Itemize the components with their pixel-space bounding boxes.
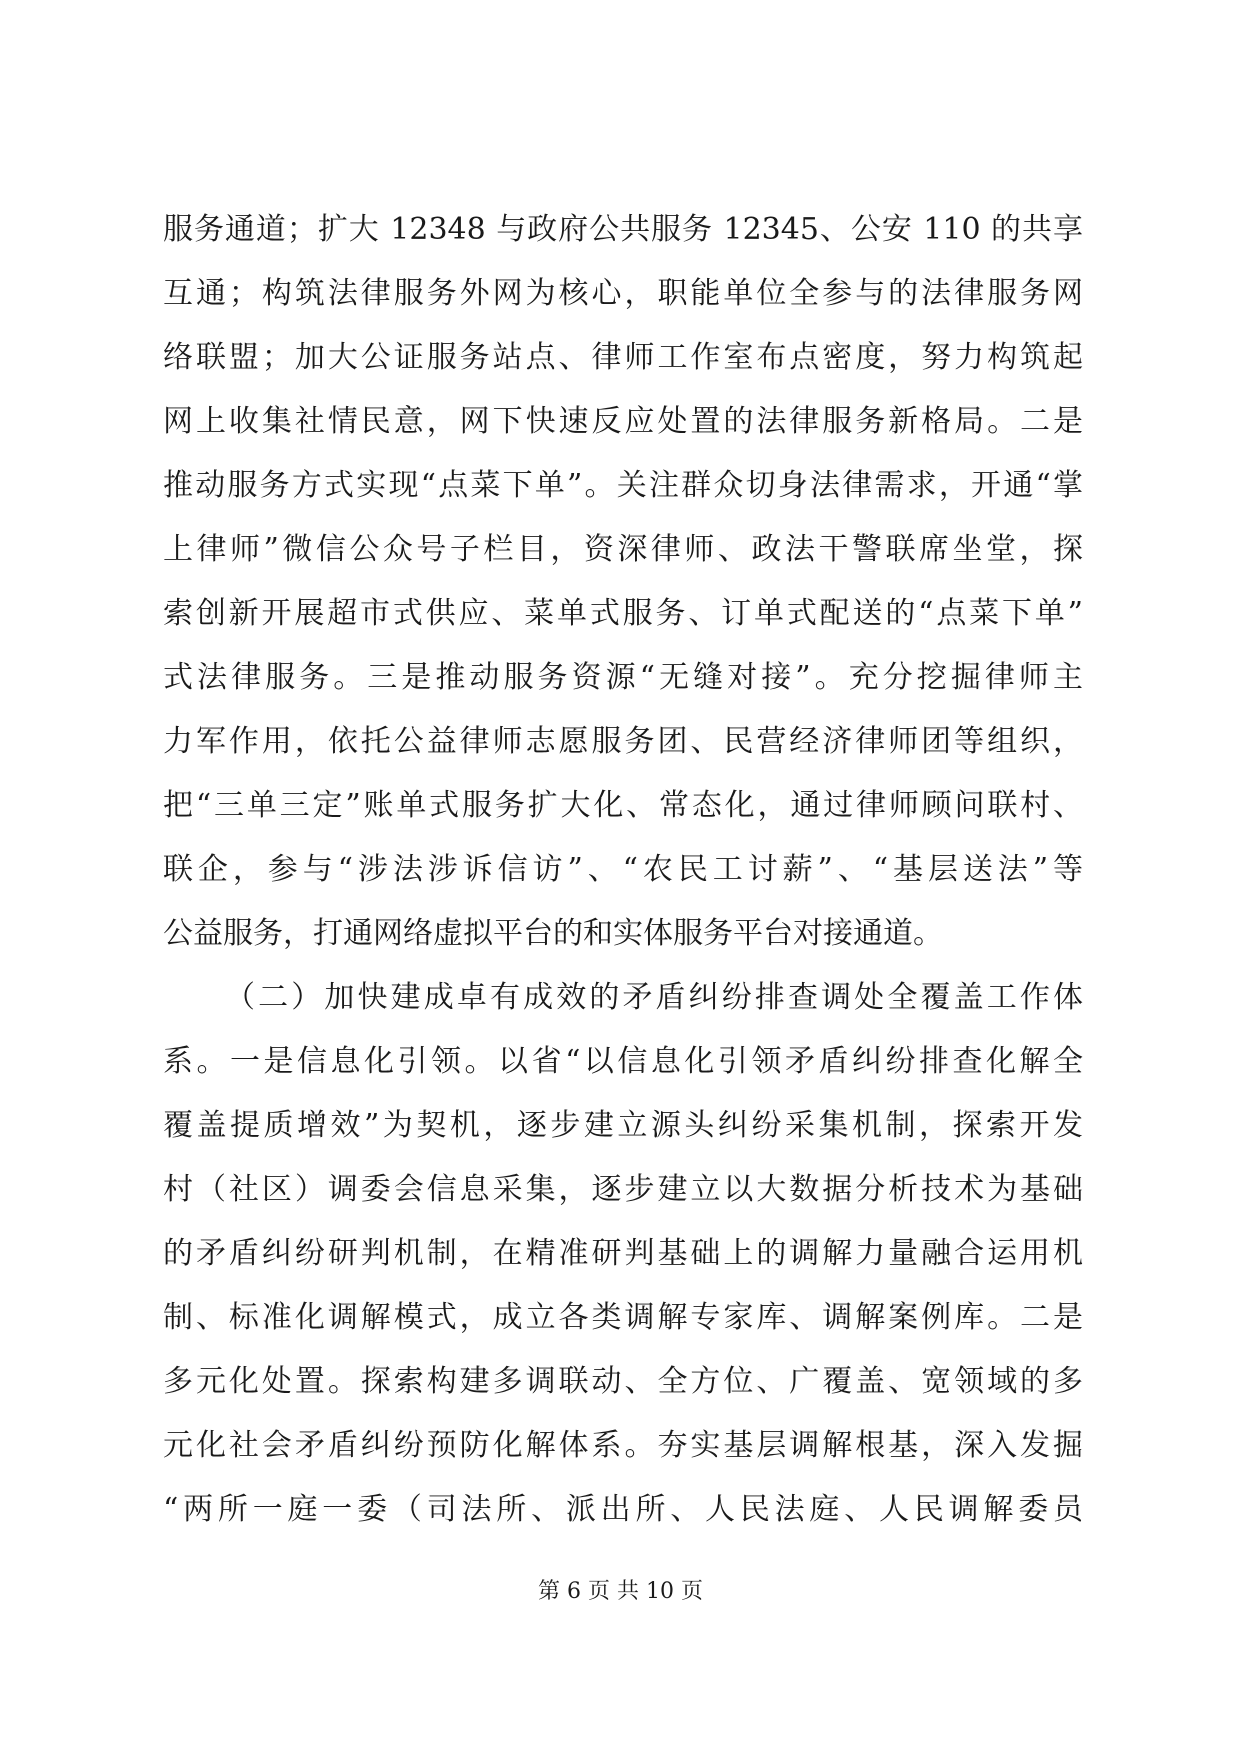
text-line: 联企，参与“涉法涉诉信访”、“农民工讨薪”、“基层送法”等	[163, 852, 1083, 887]
page-number-footer: 第 6 页 共 10 页	[538, 1579, 703, 1604]
text-line: 服务通道；扩大 12348 与政府公共服务 12345、公安 110 的共享	[163, 212, 1083, 247]
text-line: 元化社会矛盾纠纷预防化解体系。夯实基层调解根基，深入发掘	[163, 1428, 1083, 1463]
text-line: 互通；构筑法律服务外网为核心，职能单位全参与的法律服务网	[163, 276, 1083, 311]
text-line: 的矛盾纠纷研判机制，在精准研判基础上的调解力量融合运用机	[163, 1236, 1083, 1271]
text-line: 网上收集社情民意，网下快速反应处置的法律服务新格局。二是	[163, 404, 1083, 439]
text-line: 络联盟；加大公证服务站点、律师工作室布点密度，努力构筑起	[163, 340, 1083, 375]
text-line: 系。一是信息化引领。以省“以信息化引领矛盾纠纷排查化解全	[163, 1044, 1083, 1079]
text-line: 制、标准化调解模式，成立各类调解专家库、调解案例库。二是	[163, 1300, 1083, 1335]
text-line: 式法律服务。三是推动服务资源“无缝对接”。充分挖掘律师主	[163, 660, 1083, 695]
text-line: 推动服务方式实现“点菜下单”。关注群众切身法律需求，开通“掌	[163, 468, 1083, 503]
text-line: 村（社区）调委会信息采集，逐步建立以大数据分析技术为基础	[163, 1172, 1083, 1207]
text-line: 多元化处置。探索构建多调联动、全方位、广覆盖、宽领域的多	[163, 1364, 1083, 1399]
text-line: 公益服务，打通网络虚拟平台的和实体服务平台对接通道。	[163, 916, 943, 951]
section-heading-line: （二）加快建成卓有成效的矛盾纠纷排查调处全覆盖工作体	[225, 980, 1083, 1015]
text-line: “两所一庭一委（司法所、派出所、人民法庭、人民调解委员	[163, 1492, 1083, 1527]
text-line: 索创新开展超市式供应、菜单式服务、订单式配送的“点菜下单”	[163, 596, 1083, 631]
text-line: 上律师”微信公众号子栏目，资深律师、政法干警联席坐堂，探	[163, 532, 1083, 567]
text-line: 把“三单三定”账单式服务扩大化、常态化，通过律师顾问联村、	[163, 788, 1083, 823]
text-line: 覆盖提质增效”为契机，逐步建立源头纠纷采集机制，探索开发	[163, 1108, 1083, 1143]
text-line: 力军作用，依托公益律师志愿服务团、民营经济律师团等组织，	[163, 724, 1083, 759]
